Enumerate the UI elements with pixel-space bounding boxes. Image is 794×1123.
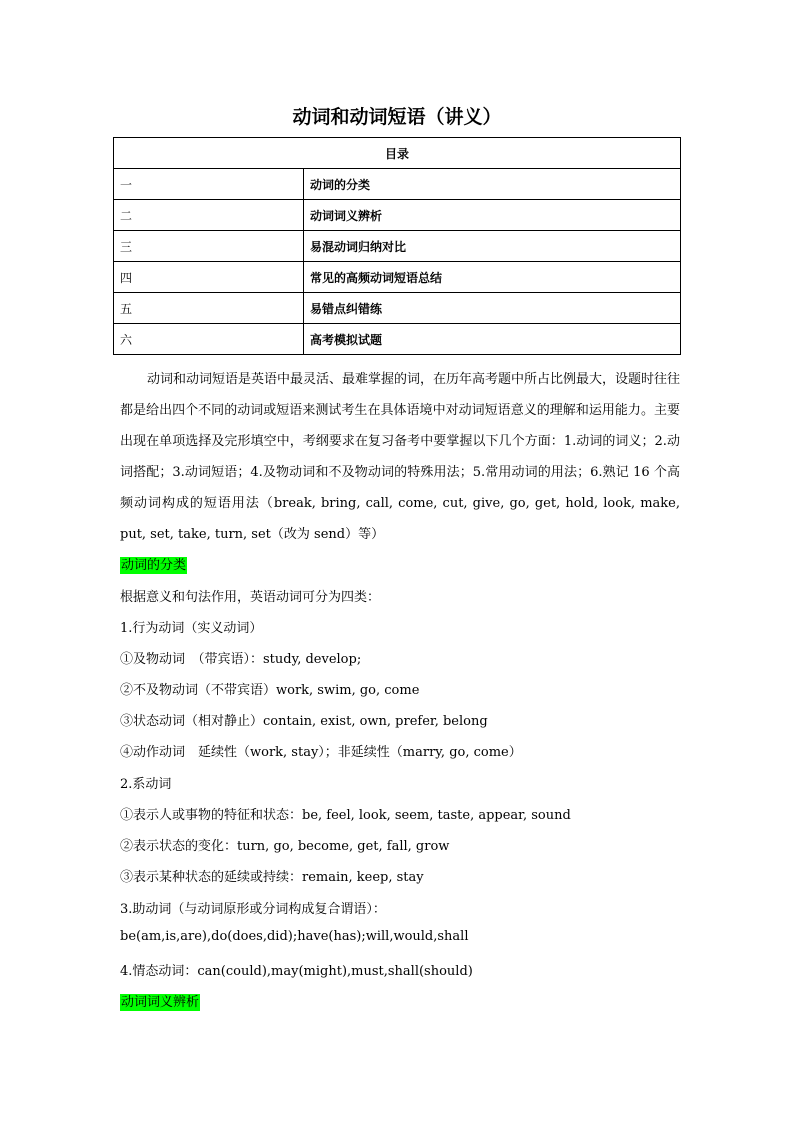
toc-num: 五 bbox=[114, 293, 304, 324]
highlighted-heading: 动词词义辨析 bbox=[121, 995, 200, 1010]
toc-topic: 动词词义辨析 bbox=[304, 200, 681, 231]
toc-topic: 易错点纠错练 bbox=[304, 293, 681, 324]
table-row bbox=[114, 324, 681, 355]
toc-num: 四 bbox=[114, 262, 304, 293]
table-row bbox=[114, 169, 681, 200]
table-row bbox=[114, 200, 681, 231]
body-line: ③状态动词（相对静止）contain, exist, own, prefer, belong bbox=[120, 714, 488, 729]
body-line: 3.助动词（与动词原形或分词构成复合谓语）： bbox=[120, 902, 386, 917]
page-title: 动词和动词短语（讲义） bbox=[292, 106, 502, 128]
toc-header: 目录 bbox=[114, 138, 681, 169]
toc-topic: 常见的高频动词短语总结 bbox=[304, 262, 681, 293]
toc-header-row bbox=[114, 138, 681, 169]
toc-num: 六 bbox=[114, 324, 304, 355]
intro-paragraph: 动词和动词短语是英语中最灵活、最难掌握的词，在历年高考题中所占比例最大，设题时往往都是给出四个不同的动词或短语来测试考生在具体语境中对动词短语意义的理解和运用能力。主要出现在单项选择及完形填空中，考纲要求在复习备考中要掌握以下几个方面：1.动词的词义；2.动词搭配；3.动词短语；4.及物动词和不及物动词的特殊用法；5.常用动词的用法；6.熟记 16 个高频动词构成的短语用法（break, bring, call, come, cut, give, go, get, hold, look, make, put, set, take, turn, set（改为 send）等） bbox=[120, 372, 681, 542]
toc-topic: 易混动词归纳对比 bbox=[304, 231, 681, 262]
body-line: ②表示状态的变化：turn, go, become, get, fall, grow bbox=[120, 839, 450, 854]
toc-topic: 高考模拟试题 bbox=[304, 324, 681, 355]
body-line: ④动作动词 延续性（work, stay）；非延续性（marry, go, come） bbox=[120, 745, 522, 760]
body-line: ②不及物动词（不带宾语）work, swim, go, come bbox=[120, 683, 420, 698]
section-heading-verb-meaning bbox=[120, 991, 200, 1010]
body-line: ①及物动词 （带宾语）：study, develop; bbox=[120, 652, 362, 667]
body-line: ①表示人或事物的特征和状态：be, feel, look, seem, taste, appear, sound bbox=[120, 808, 571, 823]
toc-num: 一 bbox=[114, 169, 304, 200]
toc-table bbox=[113, 137, 681, 355]
toc-num: 三 bbox=[114, 231, 304, 262]
table-row bbox=[114, 231, 681, 262]
body-line: 1.行为动词（实义动词） bbox=[120, 621, 263, 636]
toc-num: 二 bbox=[114, 200, 304, 231]
body-line: ③表示某种状态的延续或持续：remain, keep, stay bbox=[120, 870, 424, 885]
section-heading-verb-classification bbox=[120, 554, 187, 573]
body-line: 根据意义和句法作用，英语动词可分为四类： bbox=[120, 590, 381, 605]
body-line: 2.系动词 bbox=[120, 777, 172, 792]
toc-topic: 动词的分类 bbox=[304, 169, 681, 200]
body-line: be(am,is,are),do(does,did);have(has);will,would,shall bbox=[120, 929, 469, 944]
highlighted-heading: 动词的分类 bbox=[121, 558, 187, 573]
body-line: 4.情态动词：can(could),may(might),must,shall(should) bbox=[120, 964, 473, 979]
table-row bbox=[114, 262, 681, 293]
table-row bbox=[114, 293, 681, 324]
